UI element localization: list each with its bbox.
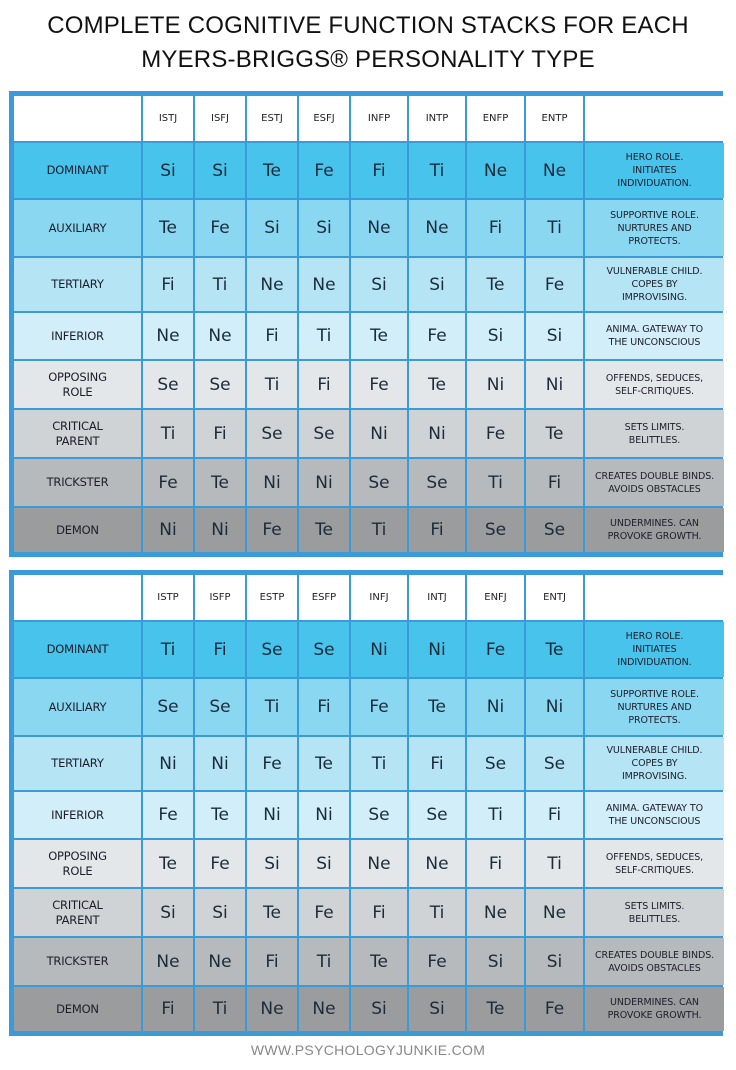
function-cell: Te [195,792,245,838]
function-cell: Ti [299,938,349,985]
text-line: TERTIARY [51,756,104,770]
function-cell: Fi [467,840,524,887]
text-line: INITIATES [632,644,677,655]
text-line: INDIVIDUATION. [617,178,692,189]
text-line: DEMON [56,1001,99,1016]
page-title-line-2: MYERS-BRIGGS® PERSONALITY TYPE [141,46,595,73]
function-cell: Te [247,143,297,198]
function-cell: Si [299,200,349,256]
function-cell: Te [143,200,193,256]
table-row [14,361,724,408]
function-cell: Te [299,737,349,790]
function-cell: Fi [195,622,245,677]
text-line: PROTECTS. [628,714,681,726]
text-line: ANIMA. GATEWAY TO [606,803,703,814]
function-cell: Ti [143,410,193,457]
table-2-grid [12,573,726,1033]
text-line: SUPPORTIVE ROLE. [610,209,699,221]
table-row [14,889,724,936]
text-line: ROLE [62,384,93,399]
function-cell: Ne [351,200,407,256]
function-cell: Ni [247,459,297,506]
function-cell: Se [526,737,583,790]
text-line: THE UNCONSCIOUS [608,816,701,827]
role-label [14,313,141,359]
table-row [14,987,724,1031]
function-cell: Fe [247,737,297,790]
desc-header [585,96,724,141]
table-1-grid [12,94,726,554]
type-header: ESFP [299,575,349,620]
role-label [14,622,141,677]
function-cell: Fi [247,938,297,985]
function-cell: Ne [299,258,349,311]
function-cell: Ti [299,313,349,359]
function-cell: Ne [526,889,583,936]
function-cell: Fe [299,143,349,198]
table-row [14,622,724,677]
function-cell: Se [195,679,245,735]
table-row [14,679,724,735]
function-cell: Si [247,200,297,256]
function-cell: Si [409,258,465,311]
table-row [14,200,724,256]
text-line: SELF-CRITIQUES. [615,864,694,876]
role-label [14,737,141,790]
function-cell: Se [247,622,297,677]
function-cell: Fe [195,200,245,256]
text-line: INFERIOR [51,807,104,822]
text-line: IMPROVISING. [621,292,688,303]
text-line: COPES BY [631,758,678,769]
type-header: ISFP [195,575,245,620]
function-cell: Si [143,889,193,936]
function-cell: Ti [247,679,297,735]
function-cell: Te [195,459,245,506]
function-cell: Si [351,258,407,311]
text-line: TRICKSTER [46,954,109,968]
type-header: ESTJ [247,96,297,141]
corner-cell [14,575,141,620]
table-row [14,459,724,506]
role-label [14,143,141,198]
text-line: OPPOSING [48,848,107,863]
function-cell: Ni [143,737,193,790]
table-row [14,258,724,311]
function-cell: Ni [299,792,349,838]
table-row [14,792,724,838]
function-cell: Fi [143,987,193,1031]
function-cell: Se [143,679,193,735]
type-header: ESTP [247,575,297,620]
function-cell: Ni [299,459,349,506]
role-description [585,622,724,677]
type-header: ENTJ [526,575,583,620]
type-header: INTJ [409,575,465,620]
text-line: BELITTLES. [628,913,681,925]
role-description [585,200,724,256]
function-cell: Ni [467,361,524,408]
function-cell: Fe [247,508,297,552]
text-line: NURTURES AND [617,701,692,713]
role-description [585,987,724,1031]
function-cell: Ni [143,508,193,552]
text-line: PROVOKE GROWTH. [607,1010,702,1021]
function-cell: Se [143,361,193,408]
role-description [585,313,724,359]
function-cell: Ne [195,313,245,359]
role-description [585,459,724,506]
function-cell: Fi [299,679,349,735]
function-cell: Se [299,622,349,677]
text-line: THE UNCONSCIOUS [608,337,701,348]
type-header: INFP [351,96,407,141]
function-cell: Ni [409,410,465,457]
text-line: NURTURES AND [617,222,692,234]
function-cell: Te [351,938,407,985]
type-header: ENFJ [467,575,524,620]
table-row [14,313,724,359]
function-cell: Te [247,889,297,936]
table-2-header-row [14,575,724,620]
function-cell: Ti [526,200,583,256]
text-line: OFFENDS, SEDUCES, [605,372,704,384]
function-cell: Si [195,889,245,936]
text-line: SETS LIMITS. [624,421,685,433]
function-cell: Ti [467,792,524,838]
function-cell: Si [195,143,245,198]
function-cell: Fi [195,410,245,457]
role-label [14,792,141,838]
page-title-line-1: COMPLETE COGNITIVE FUNCTION STACKS FOR EACH [47,12,689,39]
table-row [14,938,724,985]
function-cell: Te [409,361,465,408]
role-label [14,938,141,985]
table-row [14,737,724,790]
function-cell: Se [351,459,407,506]
text-line: IMPROVISING. [621,771,688,782]
function-cell: Fi [526,792,583,838]
footer-url: WWW.PSYCHOLOGYJUNKIE.COM [250,1042,486,1058]
table-row [14,840,724,887]
text-line: HERO ROLE. [625,631,684,642]
table-row [14,143,724,198]
function-cell: Ni [409,622,465,677]
role-description [585,508,724,552]
text-line: INFERIOR [51,328,104,343]
role-description [585,889,724,936]
text-line: CREATES DOUBLE BINDS. [594,470,715,482]
type-header: ISFJ [195,96,245,141]
function-cell: Ne [143,938,193,985]
text-line: PARENT [55,912,100,927]
function-cell: Se [526,508,583,552]
text-line: SETS LIMITS. [624,900,685,912]
text-line: INITIATES [632,165,677,176]
function-cell: Te [351,313,407,359]
function-cell: Fi [409,737,465,790]
function-cell: Fe [351,679,407,735]
text-line: VULNERABLE CHILD. [606,266,703,277]
text-line: AVOIDS OBSTACLES [608,962,701,974]
function-cell: Te [467,987,524,1031]
function-cell: Te [143,840,193,887]
role-label [14,410,141,457]
function-cell: Fe [299,889,349,936]
text-line: SUPPORTIVE ROLE. [610,688,699,700]
function-cell: Si [467,938,524,985]
function-cell: Si [409,987,465,1031]
table-row [14,410,724,457]
function-cell: Ne [299,987,349,1031]
type-header: INFJ [351,575,407,620]
function-cell: Ti [526,840,583,887]
text-line: ROLE [62,863,93,878]
function-cell: Fi [351,889,407,936]
type-header: ESFJ [299,96,349,141]
role-description [585,410,724,457]
function-cell: Ti [143,622,193,677]
function-cell: Fi [143,258,193,311]
function-cell: Fe [195,840,245,887]
corner-cell [14,96,141,141]
role-description [585,737,724,790]
text-line: CRITICAL [52,418,103,433]
function-cell: Si [351,987,407,1031]
function-cell: Fe [526,258,583,311]
function-cell: Te [467,258,524,311]
function-cell: Si [526,313,583,359]
type-header: ENFP [467,96,524,141]
text-line: HERO ROLE. [625,152,684,163]
text-line: PARENT [55,433,100,448]
text-line: UNDERMINES. CAN [610,518,699,529]
type-header: ENTP [526,96,583,141]
function-cell: Ti [409,889,465,936]
text-line: OFFENDS, SEDUCES, [605,851,704,863]
role-description [585,792,724,838]
role-description [585,938,724,985]
function-cell: Ti [195,258,245,311]
text-line: AUXILIARY [48,699,107,714]
function-cell: Ni [247,792,297,838]
function-cell: Fe [409,938,465,985]
role-description [585,143,724,198]
function-cell: Ne [526,143,583,198]
role-description [585,679,724,735]
function-cell: Si [467,313,524,359]
function-cell: Fe [143,792,193,838]
function-cell: Ni [351,410,407,457]
function-cell: Ti [195,987,245,1031]
function-cell: Fe [143,459,193,506]
text-line: TRICKSTER [46,475,109,489]
function-cell: Se [409,792,465,838]
function-stack-table-2 [9,570,723,1036]
function-cell: Ne [195,938,245,985]
function-cell: Te [409,679,465,735]
function-cell: Ti [467,459,524,506]
function-cell: Si [526,938,583,985]
role-label [14,200,141,256]
text-line: CRITICAL [52,897,103,912]
text-line: VULNERABLE CHILD. [606,745,703,756]
function-cell: Ne [143,313,193,359]
text-line: ANIMA. GATEWAY TO [606,324,703,335]
function-cell: Fe [409,313,465,359]
text-line: TERTIARY [51,277,104,291]
function-cell: Ne [351,840,407,887]
role-description [585,258,724,311]
text-line: UNDERMINES. CAN [610,997,699,1008]
function-cell: Fe [526,987,583,1031]
function-cell: Se [351,792,407,838]
function-cell: Fi [247,313,297,359]
role-label [14,889,141,936]
type-header: ISTJ [143,96,193,141]
text-line: DEMON [56,522,99,537]
text-line: PROVOKE GROWTH. [607,531,702,542]
function-cell: Si [247,840,297,887]
function-stack-table-1 [9,91,723,557]
function-cell: Fi [467,200,524,256]
function-cell: Fe [467,410,524,457]
table-row [14,508,724,552]
function-cell: Fi [351,143,407,198]
role-label [14,361,141,408]
function-cell: Se [409,459,465,506]
role-label [14,459,141,506]
function-cell: Ne [247,987,297,1031]
function-cell: Se [467,737,524,790]
text-line: PROTECTS. [628,235,681,247]
function-cell: Fi [526,459,583,506]
text-line: BELITTLES. [628,434,681,446]
role-description [585,361,724,408]
function-cell: Se [247,410,297,457]
type-header: INTP [409,96,465,141]
function-cell: Ni [351,622,407,677]
function-cell: Ne [467,889,524,936]
role-label [14,679,141,735]
role-label [14,258,141,311]
function-cell: Te [526,622,583,677]
text-line: AUXILIARY [48,220,107,235]
function-cell: Se [467,508,524,552]
function-cell: Si [299,840,349,887]
table-1-header-row [14,96,724,141]
function-cell: Ne [409,200,465,256]
function-cell: Ni [195,508,245,552]
type-header: ISTP [143,575,193,620]
function-cell: Ne [247,258,297,311]
text-line: OPPOSING [48,369,107,384]
desc-header [585,575,724,620]
role-label [14,987,141,1031]
function-cell: Ne [467,143,524,198]
text-line: DOMINANT [46,163,109,177]
function-cell: Fi [409,508,465,552]
function-cell: Fe [467,622,524,677]
text-line: AVOIDS OBSTACLES [608,483,701,495]
function-cell: Ti [351,737,407,790]
role-label [14,840,141,887]
function-cell: Ni [195,737,245,790]
function-cell: Ni [467,679,524,735]
function-cell: Ti [351,508,407,552]
function-cell: Ni [526,361,583,408]
function-cell: Se [299,410,349,457]
function-cell: Ti [409,143,465,198]
text-line: CREATES DOUBLE BINDS. [594,949,715,961]
text-line: INDIVIDUATION. [617,657,692,668]
function-cell: Te [299,508,349,552]
text-line: COPES BY [631,279,678,290]
text-line: SELF-CRITIQUES. [615,385,694,397]
function-cell: Fe [351,361,407,408]
function-cell: Fi [299,361,349,408]
role-label [14,508,141,552]
function-cell: Si [143,143,193,198]
function-cell: Ni [526,679,583,735]
function-cell: Te [526,410,583,457]
function-cell: Se [195,361,245,408]
function-cell: Ne [409,840,465,887]
text-line: DOMINANT [46,642,109,656]
role-description [585,840,724,887]
function-cell: Ti [247,361,297,408]
